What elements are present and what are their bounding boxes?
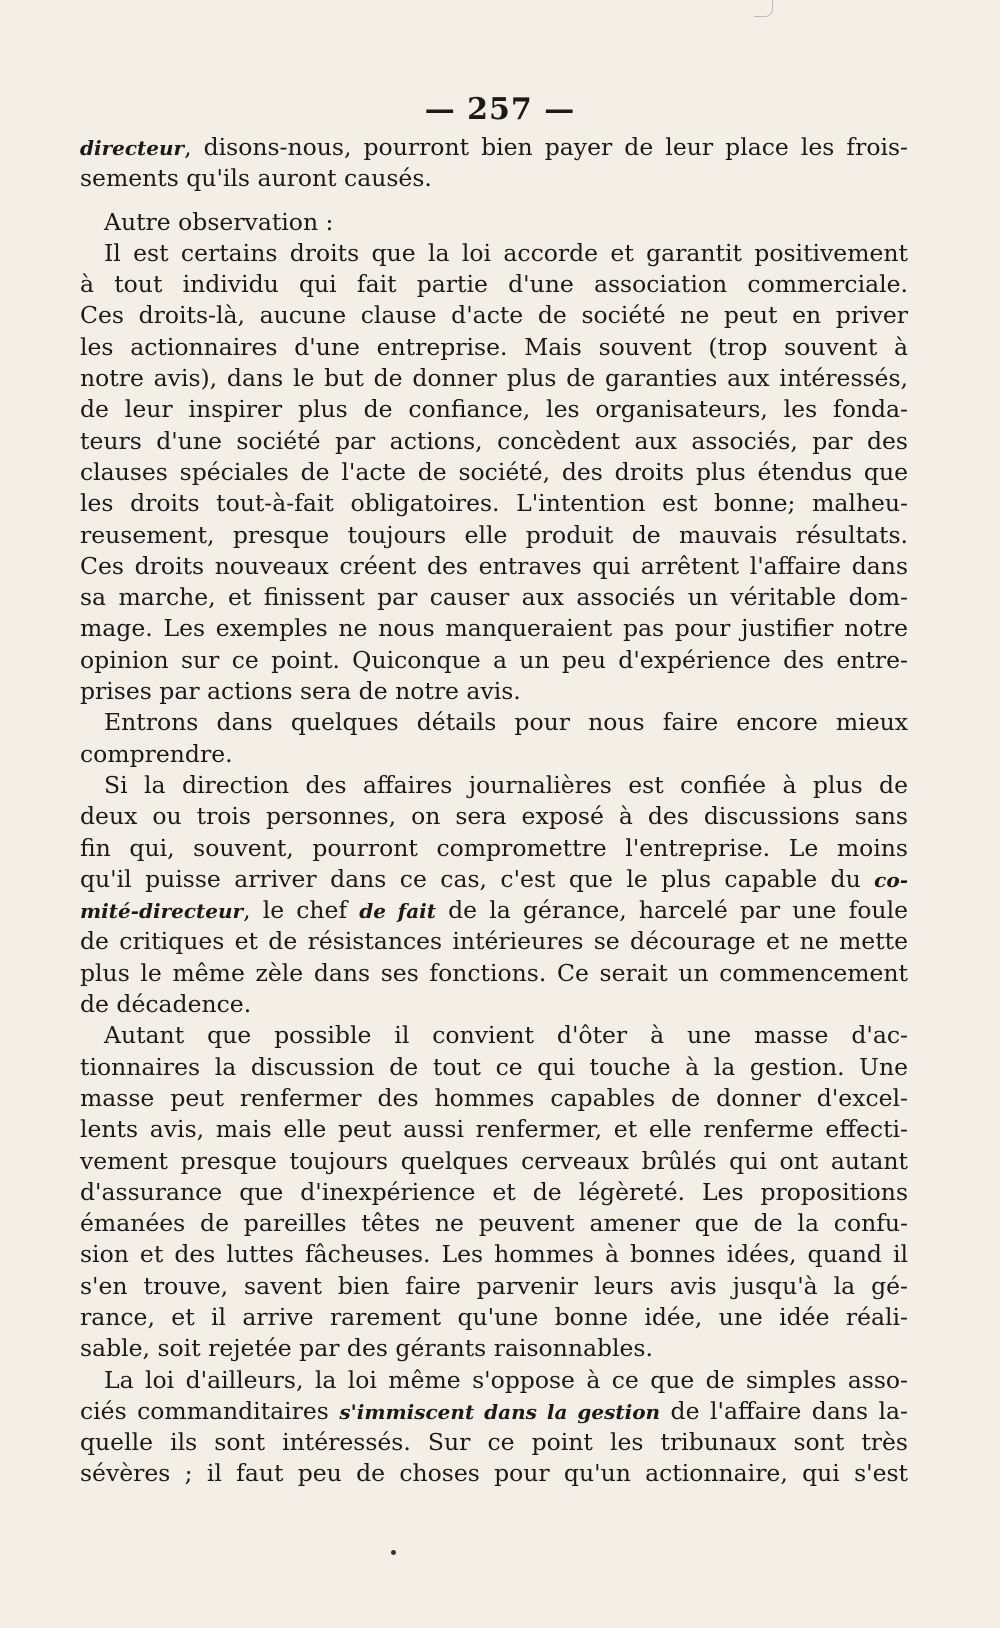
text-line [80,1208,908,1239]
text-segment: sévères ; il faut peu de choses pour qu'un actionnaire, qui s'est [80,1459,908,1488]
text-line [80,269,908,300]
text-segment: La loi d'ailleurs, la loi même s'oppose à ce que de simples asso- [104,1365,908,1394]
italic-text: mité-directeur [80,899,244,924]
text-segment: mage. Les exemples ne nous manqueraient pas pour justifier notre [80,614,908,643]
text-line [80,1302,908,1333]
text-segment: deux ou trois personnes, on sera exposé à des discussions sans [80,802,908,831]
text-line [80,426,908,457]
text-segment: de décadence. [80,990,252,1019]
text-segment: s'en trouve, savent bien faire parvenir leurs avis jusqu'à la gé- [80,1271,908,1300]
text-segment: qu'il puisse arriver dans ce cas, c'est que le plus capable du [80,864,875,893]
text-segment: plus le même zèle dans ses fonctions. Ce serait un commencement [80,958,908,987]
text-line [80,1271,908,1302]
italic-text: s'immiscent dans la gestion [339,1399,661,1424]
text-line [80,833,908,864]
text-segment: fin qui, souvent, pourront compromettre l'entreprise. Le moins [80,833,908,862]
text-segment: reusement, presque toujours elle produit de mauvais résultats. [80,520,908,549]
text-line [80,363,908,394]
text-line [80,207,908,238]
text-segment: de leur inspirer plus de confiance, les organisateurs, les fonda- [80,395,908,424]
text-line [80,1052,908,1083]
page-number: — 257 — [424,92,576,127]
text-line [80,989,908,1020]
text-line [80,488,908,519]
text-line [80,864,908,895]
text-segment: à tout individu qui fait partie d'une association commerciale. [80,270,908,299]
text-segment: les droits tout-à-fait obligatoires. L'intention est bonne; malheu- [80,489,908,518]
text-line [80,551,908,582]
text-segment: sion et des luttes fâcheuses. Les hommes à bonnes idées, quand il [80,1240,908,1269]
text-line [80,163,908,194]
text-line [80,1020,908,1051]
text-line [80,926,908,957]
text-line [80,1239,908,1270]
ink-dot [391,1550,396,1555]
text-line [80,394,908,425]
text-segment: Il est certains droits que la loi accorde et garantit positivement [104,238,908,267]
text-line [80,1365,908,1396]
text-line [80,1114,908,1145]
text-segment: d'assurance que d'inexpérience et de légèreté. Les propositions [80,1177,908,1206]
text-line [80,739,908,770]
text-segment: Entrons dans quelques détails pour nous faire encore mieux [104,708,908,737]
text-line [80,770,908,801]
text-segment: sable, soit rejetée par des gérants raisonnables. [80,1334,653,1363]
text-line [80,613,908,644]
text-line [80,1396,908,1427]
italic-text: de fait [359,899,437,924]
text-line [80,1427,908,1458]
text-segment: de critiques et de résistances intérieures se décourage et ne mette [80,927,908,956]
text-segment: notre avis), dans le but de donner plus de garanties aux intéressés, [80,364,908,393]
text-line [80,895,908,926]
text-line [80,707,908,738]
text-segment: émanées de pareilles têtes ne peuvent amener que de la confu- [80,1209,908,1238]
text-line [80,1177,908,1208]
text-segment: , le chef [243,896,360,925]
text-segment: Autre observation : [104,207,334,236]
text-line [80,582,908,613]
italic-text: directeur [80,136,185,160]
text-segment: ciés commanditaires [80,1396,340,1425]
body-text [80,132,908,1490]
text-line [80,1146,908,1177]
text-line [80,132,908,163]
text-segment: lents avis, mais elle peut aussi renfermer, et elle renferme effecti- [80,1115,908,1144]
text-segment: les actionnaires d'une entreprise. Mais souvent (trop souvent à [80,332,908,361]
text-line [80,801,908,832]
text-segment: vement presque toujours quelques cerveaux brûlés qui ont autant [80,1146,908,1175]
text-segment: Ces droits-là, aucune clause d'acte de société ne peut en priver [80,301,908,330]
text-segment: Autant que possible il convient d'ôter à une masse d'ac- [104,1021,908,1050]
italic-text: co- [874,867,908,892]
text-line [80,645,908,676]
text-segment: clauses spéciales de l'acte de société, des droits plus étendus que [80,457,908,486]
text-line [80,332,908,363]
text-line [80,676,908,707]
text-segment: sements qu'ils auront causés. [80,164,432,193]
text-line [80,457,908,488]
text-line [80,958,908,989]
text-segment: sa marche, et finissent par causer aux associés un véritable dom- [80,583,908,612]
text-line [80,238,908,269]
text-segment: rance, et il arrive rarement qu'une bonne idée, une idée réali- [80,1302,908,1331]
text-line [80,520,908,551]
text-segment: Ces droits nouveaux créent des entraves qui arrêtent l'affaire dans [80,551,908,580]
text-segment: quelle ils sont intéressés. Sur ce point les tribunaux sont très [80,1428,908,1457]
text-segment: de l'affaire dans la- [660,1396,908,1425]
text-segment: , disons-nous, pourront bien payer de leur place les frois- [184,133,908,161]
text-segment: teurs d'une société par actions, concèdent aux associés, par des [80,426,908,455]
text-line [80,1458,908,1489]
text-segment: opinion sur ce point. Quiconque a un peu d'expérience des entre- [80,645,908,674]
text-segment: Si la direction des affaires journalières est confiée à plus de [104,770,908,799]
text-segment: de la gérance, harcelé par une foule [436,896,908,925]
text-segment: comprendre. [80,739,233,768]
page-corner-mark [754,0,773,17]
text-segment: prises par actions sera de notre avis. [80,677,521,706]
text-line [80,300,908,331]
text-segment: tionnaires la discussion de tout ce qui touche à la gestion. Une [80,1052,908,1081]
text-line [80,1333,908,1364]
text-segment: masse peut renfermer des hommes capables de donner d'excel- [80,1083,908,1112]
text-line [80,1083,908,1114]
